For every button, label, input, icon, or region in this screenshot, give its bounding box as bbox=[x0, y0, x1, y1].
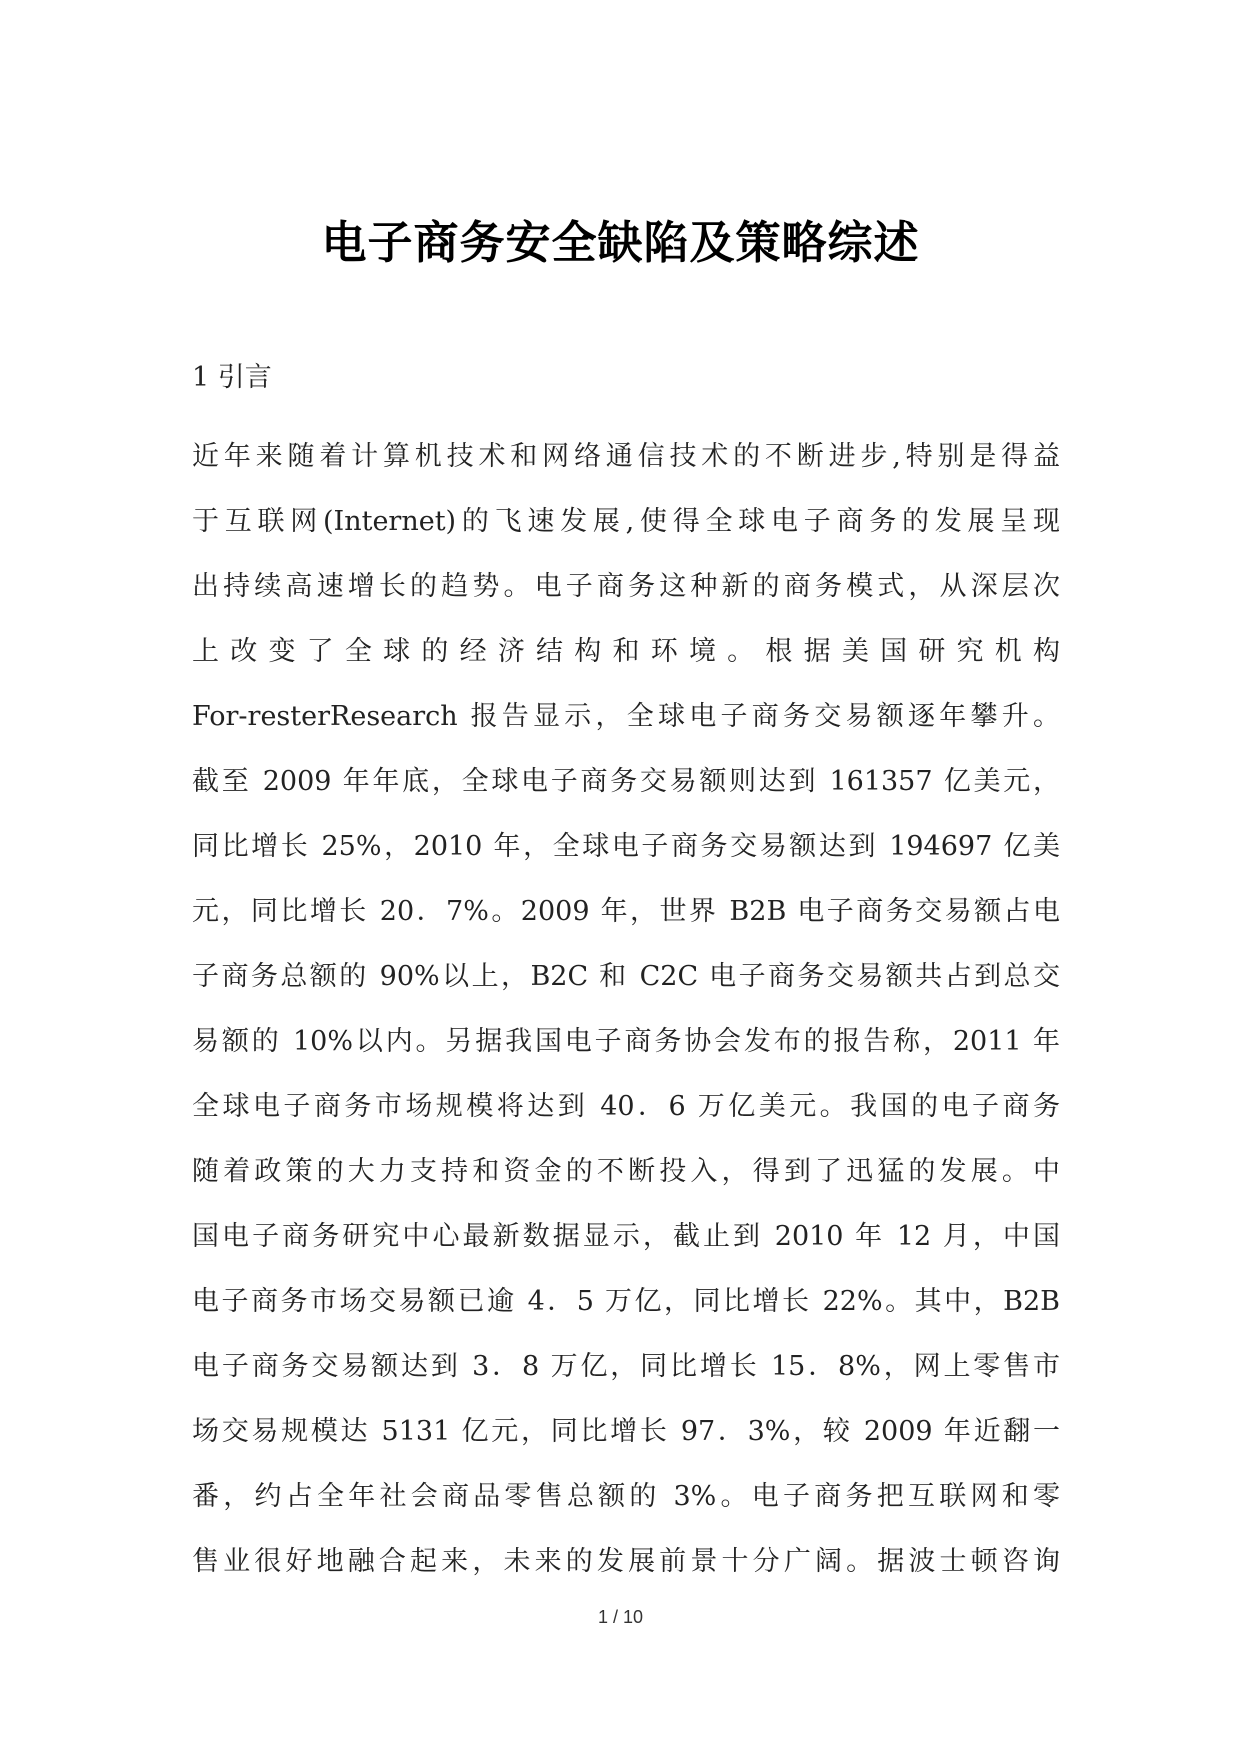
paragraph-line: 国电子商务研究中心最新数据显示，截止到 2010 年 12 月，中国 bbox=[192, 1221, 1060, 1252]
paragraph-line: 近年来随着计算机技术和网络通信技术的不断进步,特别是得益 bbox=[192, 441, 1060, 472]
section-heading: 1 引言 bbox=[192, 362, 272, 393]
paragraph-line: 于互联网(Internet)的飞速发展,使得全球电子商务的发展呈现 bbox=[192, 506, 1060, 537]
paragraph-line: 易额的 10%以内。另据我国电子商务协会发布的报告称，2011 年 bbox=[192, 1026, 1060, 1057]
paragraph-line: 售业很好地融合起来，未来的发展前景十分广阔。据波士顿咨询 bbox=[192, 1546, 1060, 1577]
paragraph-line: 电子商务市场交易额已逾 4．5 万亿，同比增长 22%。其中，B2B bbox=[192, 1286, 1060, 1317]
paragraph-line: 场交易规模达 5131 亿元，同比增长 97．3%，较 2009 年近翻一 bbox=[192, 1416, 1060, 1447]
paragraph-line: 番，约占全年社会商品零售总额的 3%。电子商务把互联网和零 bbox=[192, 1481, 1060, 1512]
paragraph-line: 截至 2009 年年底，全球电子商务交易额则达到 161357 亿美元， bbox=[192, 766, 1060, 797]
paragraph-line: 电子商务交易额达到 3．8 万亿，同比增长 15．8%，网上零售市 bbox=[192, 1351, 1060, 1382]
paragraph-line: 子商务总额的 90%以上，B2C 和 C2C 电子商务交易额共占到总交 bbox=[192, 961, 1060, 992]
paragraph-line: 同比增长 25%，2010 年，全球电子商务交易额达到 194697 亿美 bbox=[192, 831, 1060, 862]
page-number: 1 / 10 bbox=[597, 1607, 644, 1627]
paragraph-line: 上改变了全球的经济结构和环境。根据美国研究机构 bbox=[192, 636, 1060, 667]
paragraph-line: 随着政策的大力支持和资金的不断投入，得到了迅猛的发展。中 bbox=[192, 1156, 1060, 1187]
paragraph-line: For-resterResearch 报告显示，全球电子商务交易额逐年攀升。 bbox=[192, 701, 1060, 732]
paragraph-line: 出持续高速增长的趋势。电子商务这种新的商务模式，从深层次 bbox=[192, 571, 1060, 602]
document-title: 电子商务安全缺陷及策略综述 bbox=[321, 216, 920, 269]
paragraph-line: 元，同比增长 20．7%。2009 年，世界 B2B 电子商务交易额占电 bbox=[192, 896, 1060, 927]
paragraph-line: 全球电子商务市场规模将达到 40．6 万亿美元。我国的电子商务 bbox=[192, 1091, 1060, 1122]
body-paragraph bbox=[192, 424, 1060, 1594]
